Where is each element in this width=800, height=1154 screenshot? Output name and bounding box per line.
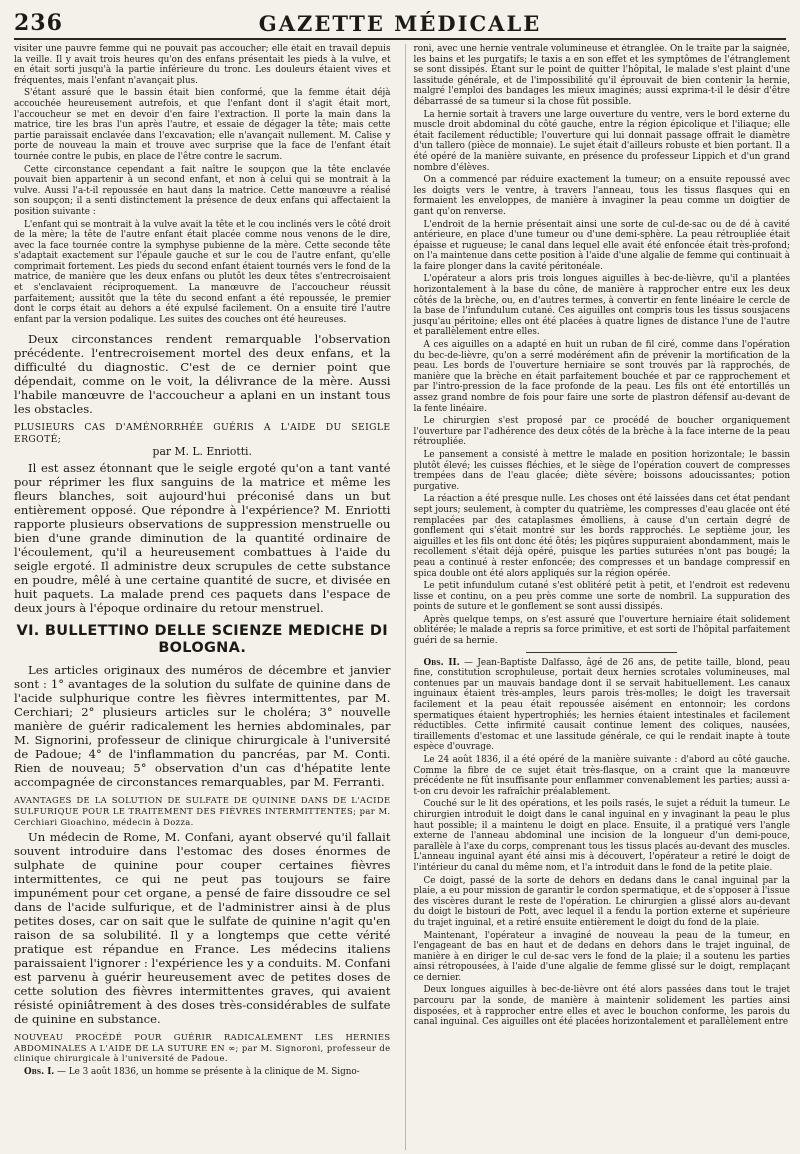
obs-text: — Jean-Baptiste Dalfasso, âgé de 26 ans, de petite taille, blond, peau fine, constitution scrophuleuse, portait deux hernies scrotales volumineuses, mal contenues par un mauvais bandage dont il se servait habituellement. Les canaux inguinaux étaient très-amples, leurs parois très-molles; le doigt les traversait facilement et la peau était repoussée aisément en entonnoir; les cordons spermatiques étaient hypertrophiés; les hernies étaient intestinales et facilement réductibles. Cette infirmité causait continue lement des coliques, nausées, tiraillements d'estomac et une lassitude générale, ce qui le rendait inapte à toute espèce d'ouvrage. bbox=[413, 657, 790, 753]
ergot-article bbox=[14, 461, 391, 615]
paragraph: La hernie sortait à travers une large ouverture du ventre, vers le bord externe du muscle droit abdominal du côté gauche, entre la région épicolique et l'iliaque; elle était facilement réductible; l'ouverture qui lui donnait passage offrait le diamètre d'un tallero (pièce de monnaie). Le sujet était d'ailleurs robuste et bien portant. Il a été opéré de la manière suivante, en présence du professeur Lippich et d'un grand nombre d'élèves. bbox=[413, 109, 790, 173]
paragraph: Le 24 août 1836, il a été opéré de la manière suivante : d'abord au côté gauche. Comme la fibre de ce sujet était très-flasque, on a craint que la manœuvre précédente ne fût insuffisante pour enflammer convenablement les parties; aussi a-t-on cru devoir les rafraîchir préalablement. bbox=[413, 755, 790, 797]
right-column bbox=[405, 44, 791, 1150]
obs1-start bbox=[14, 1067, 391, 1078]
paragraph: L'opérateur a alors pris trois longues aiguilles à bec-de-lièvre, qu'il a plantées horizontalement à la base du cône, de manière à rapprocher entre eux les deux côtés de la brèche, ou, en d'autres termes, à convertir en fente linéaire le cercle de la base de l'infundulum cutané. Ces aiguilles ont compris tous les tissus sousjacens jusqu'au péritoine; elles ont été placées à quatre lignes de distance l'une de l'autre et parallèlement entre elles. bbox=[413, 274, 790, 338]
paragraph: L'enfant qui se montrait à la vulve avait la tête et le cou inclinés vers le côté droit de la mère; la tête de l'autre enfant était placée comme nous venons de le dire, avec la face tournée contre la symphyse pubienne de la mère. Cette seconde tête s'adaptait exactement sur l'épaule gauche et sur le cou de l'autre enfant, qu'elle comprimait fortement. Les pieds du second enfant étaient tournés vers le fond de la matrice, de manière que les deux enfans ou plutôt les deux têtes s'entrecroisaient et s'enclavaient réciproquement. La manœuvre de l'accoucheur réussit parfaitement; aussitôt que la tête du second enfant a été repoussée, le premier dont le corps était au dehors a été expulsé facilement. On a ensuite tiré l'autre enfant par la version podalique. Les suites des couches ont été heureuses. bbox=[14, 219, 391, 325]
page-number: 236 bbox=[14, 10, 63, 36]
left-column bbox=[14, 44, 391, 1150]
paragraph: S'étant assuré que le bassin était bien conformé, que la femme était déjà accouchée heureusement autrefois, et que l'enfant dont il s'agit était mort, l'accoucheur se met en devoir d'en faire l'extraction. Il porte la main dans la matrice, tire les bras l'un après l'autre, et essaie de dégager la tête; mais cette partie paraissait enclavée dans l'excavation; elle n'avançait nullement. M. Calise y porte de nouveau la main et trouve avec surprise que la face de l'enfant était tournée contre le pubis, en place de l'être contre le sacrum. bbox=[14, 88, 391, 162]
quinine-heading: AVANTAGES DE LA SOLUTION DE SULFATE DE QUININE DANS DE L'ACIDE SULFURIQUE POUR LE TRAITEMENT DES FIÈVRES INTERMITTENTES; par M. Cerchiari Gioachino, médecin à Dozza. bbox=[14, 795, 391, 827]
commentary bbox=[14, 332, 391, 416]
paragraph: Après quelque temps, on s'est assuré que l'ouverture herniaire était solidement oblitérée; le malade a repris sa force primitive, et est sorti de l'hôpital parfaitement guéri de sa hernie. bbox=[413, 614, 790, 647]
journal-title: GAZETTE MÉDICALE bbox=[258, 11, 542, 36]
paragraph: A ces aiguilles on a adapté en huit un ruban de fil ciré, comme dans l'opération du bec-de-lièvre, qu'on a serré modérément afin de prévenir la mortification de la peau. Les bords de l'ouverture herniaire se sont trouvés par là rapprochés, de manière que la brèche en était parfaitement bouchée et par ce rapprochement et par l'intro-pression de la face profonde de la peau. Les fils ont été entortillés un assez grand nombre de fois pour faire une sorte de plastron défensif au-devant de la fente linéaire. bbox=[413, 340, 790, 414]
paragraph: Il est assez étonnant que le seigle ergoté qu'on a tant vanté pour réprimer les flux sanguins de la matrice et même les fleurs blanches, soit aujourd'hui préconisé dans un but entièrement opposé. Que répondre à l'expérience? M. Enriotti rapporte plusieurs observations de suppression menstruelle ou bien d'une grande diminution de la quantité ordinaire de l'écoulement, qu'il a heureusement combattues à l'aide du seigle ergoté. Il administre deux scrupules de cette substance en poudre, mêlé à une certaine quantité de sucre, et divisée en huit paquets. La malade prend ces paquets dans l'espace de deux jours à l'époque ordinaire du retour menstruel. bbox=[14, 461, 391, 616]
obs-label: Obs. II. bbox=[423, 657, 460, 668]
paragraph: Ce doigt, passé de la sorte de dehors en dedans dans le canal inguinal par la plaie, a eu pour mission de garantir le cordon spermatique, et de s'opposer à l'issue des viscères durant le reste de l'opération. Le chirurgien a glissé alors au-devant du doigt le bistouri de Pott, avec lequel il a fendu la portion externe et supérieure du trajet inguinal, et a retiré ensuite entièrement le doigt du fond de la plaie. bbox=[413, 875, 790, 928]
paragraph: Deux circonstances rendent remarquable l'observation précédente. l'entrecroisement mortel des deux enfans, et la difficulté du diagnostic. C'est de ce dernier point que dépendait, comme on le voit, la délivrance de la mère. Aussi l'habile manœuvre de l'accoucheur a aplani en un instant tous les obstacles. bbox=[14, 332, 391, 417]
obs-text: — Le 3 août 1836, un homme se présente à la clinique de M. Signo- bbox=[54, 1067, 360, 1077]
paragraph: visiter une pauvre femme qui ne pouvait pas accoucher; elle était en travail depuis la veille. Il y avait trois heures qu'on des enfans présentait les pieds à la vulve, et en était sorti jusqu'à la partie inférieure du tronc. Les douleurs étaient vives et fréquentes, mais l'enfant n'avançait plus. bbox=[14, 44, 391, 86]
article-heading: PLUSIEURS CAS D'AMÉNORRHÉE GUÉRIS A L'AIDE DU SEIGLE ERGOTÉ; bbox=[14, 422, 391, 446]
paragraph: La réaction a été presque nulle. Les choses ont été laissées dans cet état pendant sept jours; seulement, à compter du quatrième, les compresses d'eau glacée ont été remplacées par des cataplasmes émolliens, à cause d'un certain degré de gonflement qui s'était montré sur les bords rapprochés. Le septième jour, les aiguilles et les fils ont donc été ôtés; les piqûres suppuraient abondamment, mais le recollement s'était déjà opéré, puisque les parties suturées n'ont pas bougé; la peau a continué à rester enfoncée; des compresses et un bandage compressif en spica double ont été alors appliqués sur la région opérée. bbox=[413, 494, 790, 579]
paragraph: Le pansement a consisté à mettre le malade en position horizontale; le bassin plutôt élevé; les cuisses fléchies, et le siège de l'opération couvert de compresses trempées dans de l'eau glacée; diète sévère; boissons adoucissantes; potion purgative. bbox=[413, 449, 790, 492]
paragraph: Cette circonstance cependant a fait naître le soupçon que la tête enclavée pouvait bien appartenir à un second enfant, et non à celui qui se montrait à la vulve. Aussi l'a-t-il repoussée en haut dans la matrice. Cette manœuvre a réalisé son soupçon; il a senti distinctement la présence de deux enfans qui affectaient la position suivante : bbox=[14, 164, 391, 217]
hernia-heading: NOUVEAU PROCÉDÉ POUR GUÉRIR RADICALEMENT LES HERNIES ABDOMINALES A L'AIDE DE LA SUTURE EN ∞; par M. Signoroni, professeur de clinique chirurgicale à l'université de Padoue. bbox=[14, 1032, 391, 1064]
ergot-heading bbox=[14, 422, 391, 458]
section-title: VI. BULLETTINO DELLE SCIENZE MEDICHE DI BOLOGNA. bbox=[16, 623, 388, 657]
paragraph bbox=[414, 658, 791, 753]
paragraph: L'endroit de la hernie présentait ainsi une sorte de cul-de-sac ou de dé à cavité antérieure, en place d'une tumeur ou d'une demi-sphère. La peau rétroupliée était épaisse et rugueuse; le canal dans lequel elle avait été enfoncée était très-profond; on l'a maintenue dans cette position à l'aide d'une algalie de femme qui continuait à la faire plonger dans la cavité péritonéale. bbox=[413, 219, 790, 272]
page-header bbox=[14, 6, 786, 40]
calise-observation bbox=[14, 44, 391, 325]
text-columns bbox=[14, 44, 790, 1150]
paragraph: Deux longues aiguilles à bec-de-lièvre ont été alors passées dans tout le trajet parcouru par la sonde, de manière à maintenir solidement les parties ainsi disposées, et à rapprocher entre elles et avec le bouchon conforme, les parois du canal inguinal. Ces aiguilles ont été placées horizontalement et parallèlement entre bbox=[413, 985, 790, 1028]
bulletin-summary bbox=[14, 663, 391, 789]
paragraph: Un médecin de Rome, M. Confani, ayant observé qu'il fallait souvent introduire dans l'estomac des doses énormes de sulphate de quinine pour couper certaines fièvres intermittentes, ce qui ne peut pas toujours se faire impunément pour cet organe, a pensé de faire dissoudre ce sel dans de l'acide sulfurique, et de l'administrer ainsi à de plus petites doses, car on sait que le sulfate de quinine n'agit qu'en raison de sa solubilité. Il y a longtemps que cette vérité pratique est répandue en France. Les médecins italiens paraissaient l'ignorer : l'expérience les y a conduits. M. Confani est parvenu à guérir heureusement avec de petites doses de cette solution des fièvres intermittentes graves, qui avaient résisté opiniâtrement à des doses très-considérables de sulfate de quinine en substance. bbox=[14, 830, 391, 1027]
obs-label: Obs. I. bbox=[24, 1067, 55, 1077]
paragraph: Le petit infundulum cutané s'est oblitéré petit à petit, et l'endroit est redevenu lisse et continu, on a peu près comme une sorte de nombril. La suppuration des points de suture et le gonflement se sont aussi dissipés. bbox=[413, 581, 790, 613]
paragraph: Maintenant, l'opérateur a invaginé de nouveau la peau de la tumeur, en l'engageant de bas en haut et de dedans en dehors dans le trajet inguinal, de manière à en diriger le cul de-sac vers le fond de la plaie; il a soutenu les parties ainsi rétropousées, à l'aide d'une algalie de femme glissé sur le doigt, remplaçant ce dernier. bbox=[413, 930, 790, 983]
obs1-continued bbox=[414, 44, 791, 1028]
paragraph: Les articles originaux des numéros de décembre et janvier sont : 1° avantages de la solution du sulfate de quinine dans de l'acide sulphurique contre les fièvres intermittentes, par M. Cerchiari; 2° plusieurs articles sur le choléra; 3° nouvelle manière de guérir radicalement les hernies abdominales, par M. Signorini, professeur de clinique chirurgicale à l'université de Padoue; 4° de l'inflammation du pancréas, par M. Conti. Rien de nouveau; 5° observation d'un cas d'hépatite lente accompagnée de circonstances remarquables, par M. Ferranti. bbox=[14, 663, 391, 790]
quinine-article bbox=[14, 830, 391, 1026]
separator-rule bbox=[526, 652, 677, 653]
paragraph: Le chirurgien s'est proposé par ce procédé de boucher organiquement l'ouverture par l'adhérence des deux côtés de la brèche à la face interne de la peau rétroupliée. bbox=[413, 416, 790, 448]
paragraph: roni, avec une hernie ventrale volumineuse et étranglée. On le traite par la saignée, les bains et les purgatifs; le taxis a en son effet et les symptômes de l'étranglement se sont dissipés. Étant sur le point de quitter l'hôpital, le malade s'est plaint d'une lassitude générale, et de l'impossibilité qu'il éprouvait de bien contenir la hernie, malgré l'emploi des bandages les mieux imaginés; aussi exprima-t-il le désir d'être débarrassé de sa tumeur si la chose fût possible. bbox=[413, 44, 790, 107]
paragraph: Couché sur le lit des opérations, et les poils rasés, le sujet a réduit la tumeur. Le chirurgien introduit le doigt dans le canal inguinal en y invaginant la peau le plus haut possible; il a maintenu le doigt en place. Ensuite, il a pratiqué vers l'angle externe de l'anneau abdominal une incision de la longueur d'un demi-pouce, parallèle à l'axe du corps, comprenant tous les tissus placés au-devant des muscles. L'anneau inguinal ayant été ainsi mis à découvert, l'opérateur a retiré le doigt de l'intérieur du canal du même nom, et l'a introduit dans le fond de la petite plaie. bbox=[413, 799, 790, 873]
paragraph: On a commencé par réduire exactement la tumeur; on a ensuite repoussé avec les doigts vers le ventre, à travers l'anneau, tous les tissus flasques qui en formaient les enveloppes, de manière à invaginer la peau comme un doigtier de gant qu'on renverse. bbox=[413, 175, 790, 217]
article-author: par M. L. Enriotti. bbox=[152, 445, 252, 459]
paragraph bbox=[14, 1067, 391, 1078]
